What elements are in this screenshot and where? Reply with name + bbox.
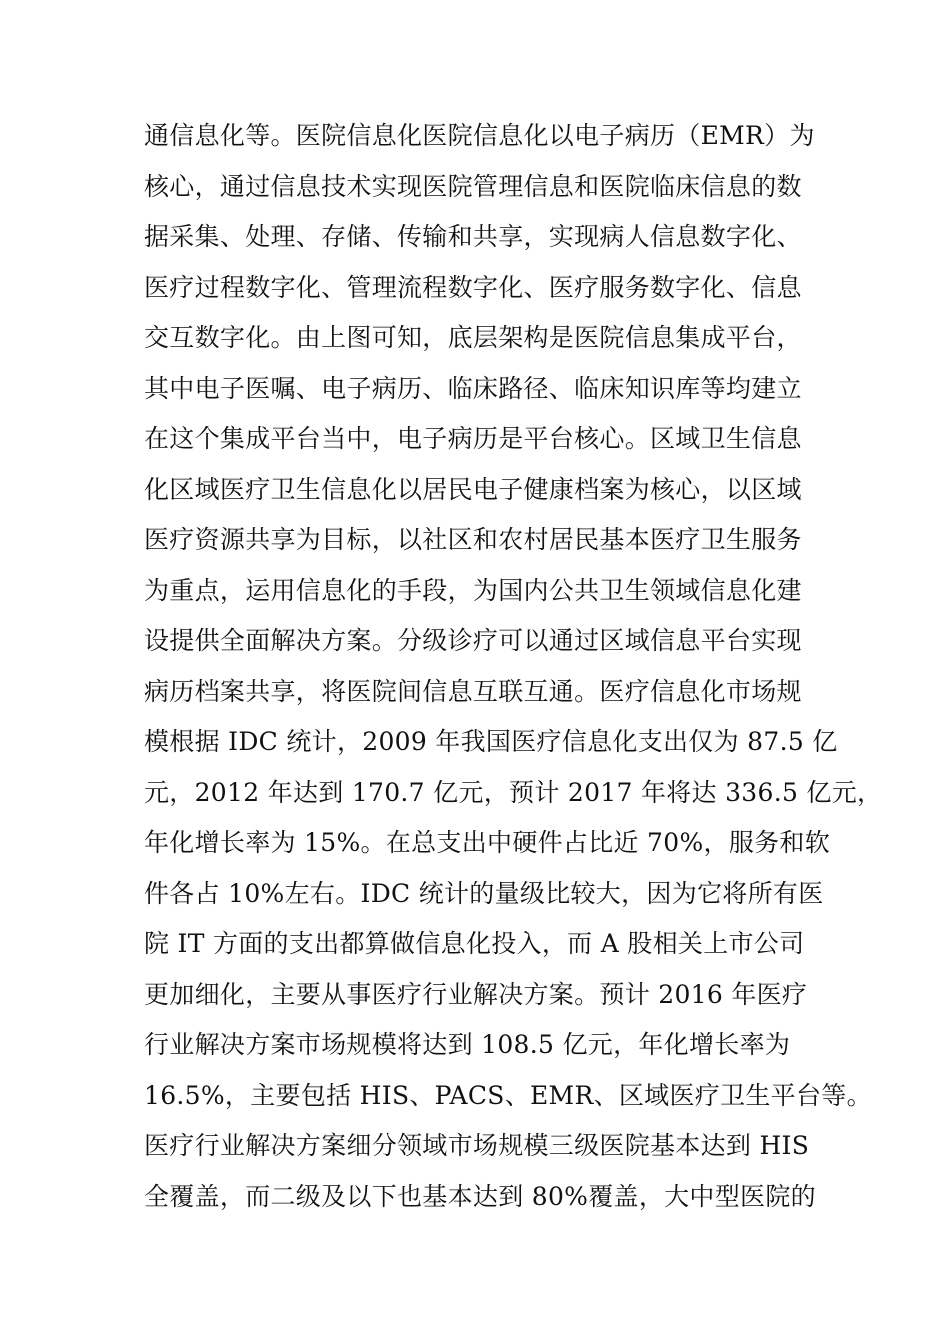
text-line: 医疗资源共享为目标，以社区和农村居民基本医疗卫生服务: [144, 525, 802, 554]
body-paragraph: [144, 111, 883, 1222]
text-line: 其中电子医嘱、电子病历、临床路径、临床知识库等均建立: [144, 373, 802, 403]
text-line: 年化增长率为 15%。在总支出中硬件占比近 70%，服务和软: [144, 828, 831, 857]
text-line: 据采集、处理、存储、传输和共享，实现病人信息数字化、: [144, 222, 802, 251]
text-line: 通信息化等。医院信息化医院信息化以电子病历（EMR）为: [144, 121, 815, 150]
text-line: 化区域医疗卫生信息化以居民电子健康档案为核心，以区域: [144, 474, 802, 504]
text-line: 模根据 IDC 统计，2009 年我国医疗信息化支出仅为 87.5 亿: [144, 727, 838, 756]
text-line: 行业解决方案市场规模将达到 108.5 亿元，年化增长率为: [144, 1030, 791, 1059]
text-line: 院 IT 方面的支出都算做信息化投入，而 A 股相关上市公司: [144, 929, 805, 958]
text-line: 16.5%，主要包括 HIS、PACS、EMR、区域医疗卫生平台等。: [144, 1080, 872, 1110]
text-line: 医疗行业解决方案细分领域市场规模三级医院基本达到 HIS: [144, 1131, 810, 1160]
text-line: 元，2012 年达到 170.7 亿元，预计 2017 年将达 336.5 亿元，: [144, 777, 883, 807]
text-line: 在这个集成平台当中，电子病历是平台核心。区域卫生信息: [144, 424, 802, 453]
text-line: 病历档案共享，将医院间信息互联互通。医疗信息化市场规: [144, 676, 802, 706]
text-line: 为重点，运用信息化的手段，为国内公共卫生领域信息化建: [144, 575, 802, 605]
text-line: 更加细化，主要从事医疗行业解决方案。预计 2016 年医疗: [144, 979, 808, 1009]
text-line: 全覆盖，而二级及以下也基本达到 80%覆盖，大中型医院的: [144, 1181, 816, 1211]
text-line: 件各占 10%左右。IDC 统计的量级比较大，因为它将所有医: [144, 878, 824, 908]
text-line: 医疗过程数字化、管理流程数字化、医疗服务数字化、信息: [144, 272, 802, 302]
text-line: 核心，通过信息技术实现医院管理信息和医院临床信息的数: [144, 171, 802, 201]
text-line: 交互数字化。由上图可知，底层架构是医院信息集成平台，: [144, 323, 802, 352]
text-line: 设提供全面解决方案。分级诊疗可以通过区域信息平台实现: [144, 626, 802, 655]
